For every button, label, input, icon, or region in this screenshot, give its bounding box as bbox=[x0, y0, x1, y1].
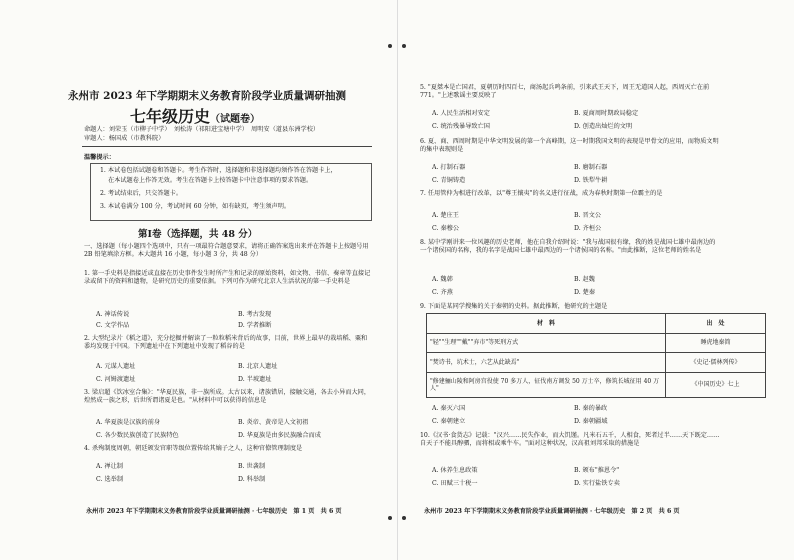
source-material: "轻""生理""戴""弃市"等死刑方式 bbox=[427, 334, 666, 353]
question-6-option-c[interactable]: C. 青铜铸造 bbox=[432, 177, 466, 184]
binding-mark bbox=[402, 44, 406, 48]
notice-item: 3. 本试卷满分 100 分，考试时间 60 分钟，如有缺页，考生须声明。 bbox=[100, 203, 291, 210]
binding-mark bbox=[402, 516, 406, 520]
question-1-option-b[interactable]: B. 考古发现 bbox=[238, 311, 272, 318]
source-origin: 睡虎地秦简 bbox=[666, 334, 766, 353]
question-5-option-d[interactable]: D. 创造出灿烂的文明 bbox=[574, 123, 633, 130]
question-1-stem: 1. 第一手史料是指接近或直接在历史事件发生时所产生和记录的原始资料，如文物、书信、奏章等直接记录或留下的资料和遗物，是研究历史的重要依据。下列可作为研究北京人生活状况的第一手史料是 bbox=[84, 270, 371, 285]
source-table-row bbox=[427, 334, 766, 353]
question-3-option-c[interactable]: C. 各少数民族创造了民族特色 bbox=[96, 432, 179, 439]
question-4-option-c[interactable]: C. 选举制 bbox=[96, 476, 124, 483]
source-table-header bbox=[427, 314, 766, 334]
question-1-option-d[interactable]: D. 学者推断 bbox=[238, 322, 272, 329]
question-10-option-a[interactable]: A. 休养生息政策 bbox=[432, 467, 478, 474]
notice-item: 1. 本试卷包括试题卷和答题卡。考生作答时，选择题和非选择题均须作答在答题卡上， bbox=[100, 167, 337, 174]
question-3-option-d[interactable]: D. 华夏族是由多民族融合而成 bbox=[238, 432, 321, 439]
right-page bbox=[398, 0, 794, 560]
source-table-header-cell: 材 料 bbox=[427, 314, 666, 334]
question-8-option-b[interactable]: B. 赵魏 bbox=[574, 276, 595, 283]
subject-name: 七年级历史 bbox=[130, 107, 211, 126]
notice-item: 2. 考试结束后，只交答题卡。 bbox=[100, 190, 183, 197]
question-2-option-d[interactable]: D. 半坡遗址 bbox=[238, 376, 272, 383]
question-4-option-d[interactable]: D. 科举制 bbox=[238, 476, 266, 483]
question-7-option-b[interactable]: B. 晋文公 bbox=[574, 212, 602, 219]
question-8-option-d[interactable]: D. 楚秦 bbox=[574, 289, 596, 296]
source-material: "修建骊山陵和阿房宫役使 70 多万人，征伐南方调发 50 万士卒，修筑长城征用 40 万人" bbox=[427, 373, 666, 398]
question-6-option-d[interactable]: D. 铁犁牛耕 bbox=[574, 177, 608, 184]
binding-mark bbox=[388, 516, 392, 520]
question-6-option-a[interactable]: A. 打制石器 bbox=[432, 164, 466, 171]
notice-item: 在本试题卷上作答无效。考生在答题卡上按答题卡中注意事项的要求答题。 bbox=[108, 177, 313, 184]
question-10-stem: 10.《汉书·食货志》记载："汉兴……民失作业，而大饥馑。凡米石五千，人相食，死者过半……天下既定……自天子不能具醇驷，而将相或乘牛车。"面对这种状况，汉高祖刘邦采取的措施是 bbox=[420, 432, 720, 447]
question-9-stem: 9. 下面是某同学搜集的关于秦朝的史料。据此推断，他研究的主题是 bbox=[420, 303, 608, 310]
question-3-option-b[interactable]: B. 炎帝、黄帝是人文初祖 bbox=[238, 419, 309, 426]
source-origin: 《中国历史》七上 bbox=[666, 373, 766, 398]
question-7-option-c[interactable]: C. 秦穆公 bbox=[432, 225, 460, 232]
right-footer: 永州市 2023 年下学期期末义务教育阶段学业质量调研抽测 · 七年级历史 第 2 页 共 6 页 bbox=[424, 508, 680, 515]
section1-instructions: 一、选择题（每小题四个选项中，只有一项最符合题意要求，请将正确答案选出来并在答题卡上按题号用 2B 铅笔填涂方框。本大题共 16 小题，每小题 3 分，共 48 分） bbox=[84, 243, 369, 258]
source-table-row bbox=[427, 373, 766, 398]
header-rule bbox=[82, 146, 372, 147]
question-4-option-b[interactable]: B. 世袭制 bbox=[238, 463, 266, 470]
question-2-option-a[interactable]: A. 元谋人遗址 bbox=[96, 363, 136, 370]
question-1-option-c[interactable]: C. 文学作品 bbox=[96, 322, 130, 329]
subject-suffix: （试题卷） bbox=[210, 114, 261, 125]
section1-title: 第Ⅰ卷（选择题，共 48 分） bbox=[138, 229, 258, 240]
question-5-stem: 5. "夏桀本是亡国君，夏朝历时四百七，商汤起兵鸣条前，引来武王天下，周王无道国人起，西周灭亡在前 771。"上述歌谣主要反映了 bbox=[420, 84, 710, 99]
question-1-option-a[interactable]: A. 神话传说 bbox=[96, 311, 130, 318]
setters: 命题人：刘荣玉（市柳子中学） 刘松涛（祁阳进宝塘中学） 周明安（道县东洲学校） bbox=[84, 126, 320, 133]
question-7-stem: 7. 任用管仲为相进行改革，以"尊王攘夷"的名义进行征战，成为春秋时期第一位霸主的是 bbox=[420, 190, 663, 197]
question-5-option-a[interactable]: A. 人民生活相对安定 bbox=[432, 110, 490, 117]
binding-mark bbox=[388, 44, 392, 48]
question-2-option-b[interactable]: B. 北京人遗址 bbox=[238, 363, 278, 370]
question-10-option-c[interactable]: C. 田赋三十税一 bbox=[432, 480, 478, 487]
notice-title: 温馨提示： bbox=[84, 154, 115, 161]
reviewer: 审题人：杨国成（市教科院） bbox=[84, 135, 165, 142]
question-4-stem: 4. 杀殉制度周朝，朝廷颁发官职等级位置传给其嫡子之人，这种官僚管理制度是 bbox=[84, 445, 303, 452]
source-table bbox=[426, 313, 766, 398]
source-material: "焚诗书，坑术士，六艺从此缺焉" bbox=[427, 353, 666, 373]
source-table-header-cell: 出 处 bbox=[666, 314, 766, 334]
question-5-option-b[interactable]: B. 夏商周时期政局稳定 bbox=[574, 110, 639, 117]
question-5-option-c[interactable]: C. 统治残暴导致亡国 bbox=[432, 123, 490, 130]
question-2-option-c[interactable]: C. 河姆渡遗址 bbox=[96, 376, 136, 383]
question-3-option-a[interactable]: A. 华夏族是汉族的前身 bbox=[96, 419, 161, 426]
question-7-option-a[interactable]: A. 楚庄王 bbox=[432, 212, 459, 219]
question-9-option-c[interactable]: C. 秦朝建立 bbox=[432, 418, 466, 425]
question-2-stem: 2. 大型纪录片《稻之道》，充分挖掘并解读了一粒粒稻米背后的故事，目前，世界上最早的栽培稻、粟和黍均发现于中国。下列遗址中在下列遗址中发现了稻谷的是 bbox=[84, 335, 368, 350]
question-9-option-b[interactable]: B. 秦的暴政 bbox=[574, 405, 608, 412]
exam-title: 永州市 2023 年下学期期末义务教育阶段学业质量调研抽测 bbox=[68, 90, 347, 102]
question-8-option-c[interactable]: C. 齐燕 bbox=[432, 289, 453, 296]
question-10-option-d[interactable]: D. 实行盐铁专卖 bbox=[574, 480, 620, 487]
question-8-option-a[interactable]: A. 魏韩 bbox=[432, 276, 453, 283]
question-6-option-b[interactable]: B. 磨制石器 bbox=[574, 164, 608, 171]
question-4-option-a[interactable]: A. 禅让制 bbox=[96, 463, 123, 470]
question-10-option-b[interactable]: B. 颁布"推恩令" bbox=[574, 467, 620, 474]
question-6-stem: 6. 夏、商、西周时期是中华文明发展的第一个高峰期，这一时期我国文明的表现是甲骨文的应用，而物质文明的集中表现则是 bbox=[420, 138, 719, 153]
question-9-option-a[interactable]: A. 秦灭六国 bbox=[432, 405, 466, 412]
question-9-option-d[interactable]: D. 秦朝疆域 bbox=[574, 418, 608, 425]
question-7-option-d[interactable]: D. 齐桓公 bbox=[574, 225, 602, 232]
source-origin: 《史记·儒林列传》 bbox=[666, 353, 766, 373]
question-3-stem: 3. 梁启超《饮冰室合集》："华夏民族，非一族所成。太古以来，诸族错居，接触交通，各去小异而大同，煌然成一族之形，后世所谓诸夏是也。"从材料中可以获得的信息是 bbox=[84, 389, 371, 404]
source-table-row bbox=[427, 353, 766, 373]
subject-title bbox=[130, 104, 260, 127]
question-8-stem: 8. 某中学刚讲来一位风趣的历史老师，他在自我介绍时说："我与战国很有缘，我的姓是战国七雄中最南边的一个诸侯国的名称，我的名字是战国七雄中最西边的一个诸侯国的名称。"由此推断，这位老师的姓名是 bbox=[420, 239, 716, 254]
left-footer: 永州市 2023 年下学期期末义务教育阶段学业质量调研抽测 · 七年级历史 第 1 页 共 6 页 bbox=[86, 508, 342, 515]
